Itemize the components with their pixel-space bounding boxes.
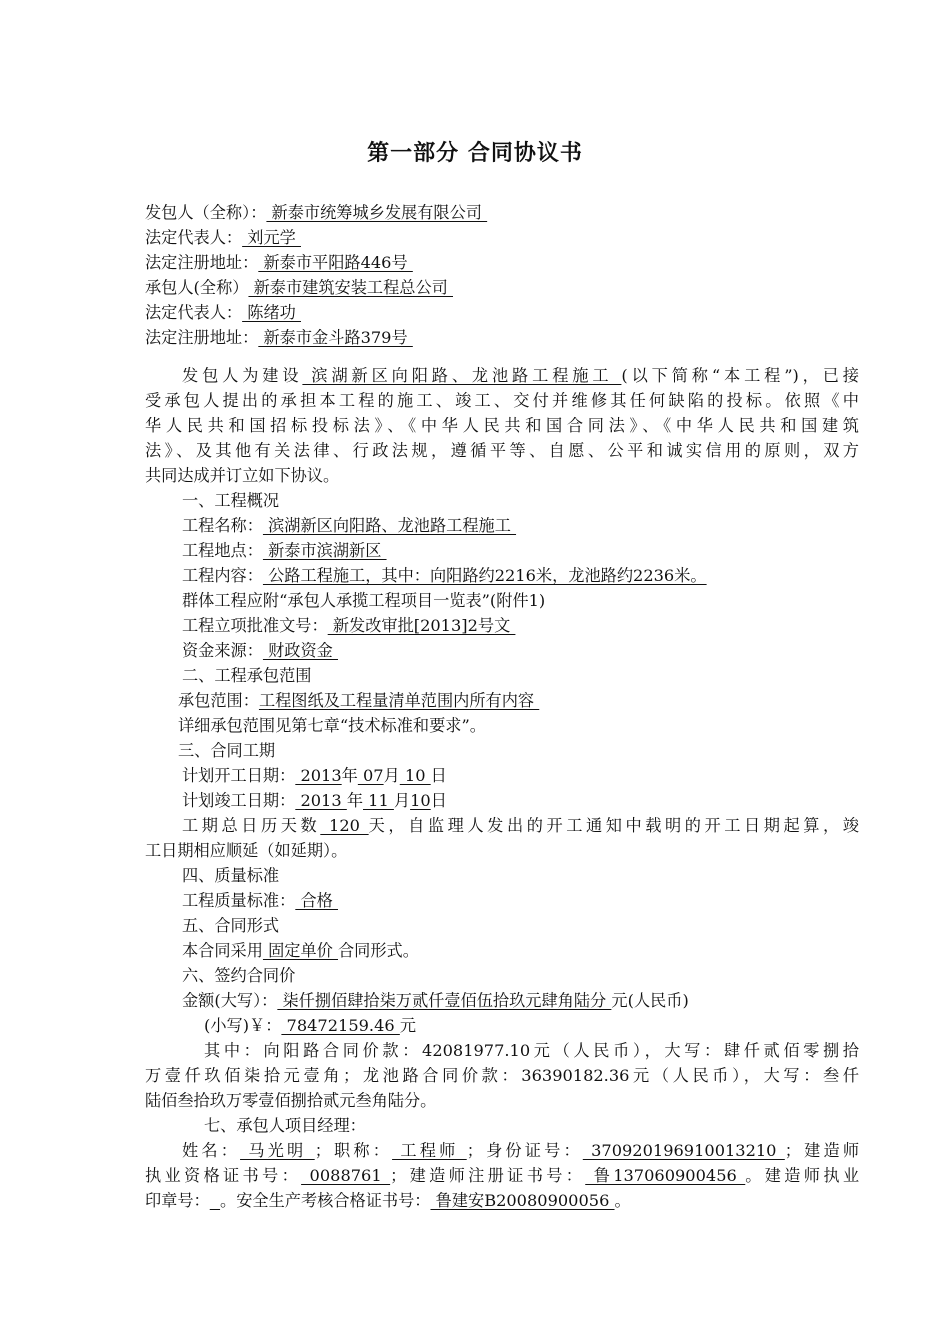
price-detail-3: 陆佰叁拾玖万零壹佰捌拾贰元叁角陆分。 <box>145 1091 437 1110</box>
manager-line-2 <box>145 1164 859 1188</box>
project-location-line <box>182 539 387 563</box>
project-content: 公路工程施工，其中：向阳路约2216米，龙池路约2236米。 <box>262 566 707 585</box>
section-6-heading: 六、签约合同价 <box>182 966 296 985</box>
duration-text: 天，自监理人发出的开工通知中载明的开工日期起算，竣 <box>368 816 859 835</box>
contractor-label: 承包人(全称） <box>145 278 249 297</box>
section-3-heading: 三、合同工期 <box>178 741 276 760</box>
safety-number: 鲁建安B20080900056 <box>430 1191 615 1210</box>
intro-text: 发包人为建设 <box>182 366 303 385</box>
seal-number <box>210 1191 220 1210</box>
project-location: 新泰市滨湖新区 <box>262 541 387 560</box>
group-project-note: 群体工程应附“承包人承揽工程项目一览表”(附件1) <box>182 591 546 610</box>
project-name-line <box>182 514 516 538</box>
finish-month: 11 <box>363 791 394 810</box>
contractor-addr: 新泰市金斗路379号 <box>258 328 413 347</box>
amount-unit: 元(人民币) <box>611 991 689 1010</box>
employer-label: 发包人（全称）： <box>145 203 267 222</box>
contract-form-text: 合同形式。 <box>337 941 419 960</box>
manager-text: 。 <box>614 1191 631 1210</box>
duration-days: 120 <box>320 816 369 835</box>
fund-source-label: 资金来源： <box>182 641 263 660</box>
quality-label: 工程质量标准： <box>182 891 296 910</box>
section-4-heading: 四、质量标准 <box>182 866 280 885</box>
day-word: 日 <box>430 766 447 785</box>
price-detail-2: 万壹仟玖佰柒拾元壹角；龙池路合同价款：36390182.36元（人民币），大写：叁仟 <box>145 1066 859 1085</box>
cert-number: 0088761 <box>301 1166 391 1185</box>
approval-line <box>182 614 515 638</box>
manager-title: 工程师 <box>392 1141 467 1160</box>
approval-number: 新发改审批[2013]2号文 <box>327 616 516 635</box>
amount-upper-label: 金额(大写）： <box>182 991 278 1010</box>
manager-title-label: ；职称： <box>314 1141 393 1160</box>
quality-value: 合格 <box>295 891 338 910</box>
finish-day: 10 <box>410 791 431 810</box>
contract-form-value: 固定单价 <box>262 941 338 960</box>
manager-text: 。建造师执业 <box>745 1166 860 1185</box>
duration-line-2: 工日期相应顺延（如延期）。 <box>145 841 348 860</box>
intro-project: 滨湖新区向阳路、龙池路工程施工 <box>302 366 622 385</box>
intro-text: (以下简称“本工程”)，已接 <box>621 366 859 385</box>
approval-label: 工程立项批准文号： <box>182 616 328 635</box>
employer-rep-label: 法定代表人： <box>145 228 243 247</box>
section-2-heading: 二、工程承包范围 <box>182 666 312 685</box>
price-detail-1: 其中：向阳路合同价款：42081977.10元（人民币），大写：肆仟贰佰零捌拾 <box>204 1041 859 1060</box>
employer-addr-label: 法定注册地址： <box>145 253 259 272</box>
contractor-rep-label: 法定代表人： <box>145 303 243 322</box>
section-7-heading: 七、承包人项目经理： <box>204 1116 366 1135</box>
cert-label: 执业资格证书号： <box>145 1166 302 1185</box>
start-month: 07 <box>357 766 384 785</box>
contractor-rep: 陈绪功 <box>242 303 301 322</box>
duration-line-1 <box>145 814 859 838</box>
intro-line-2: 受承包人提出的承担本工程的施工、竣工、交付并维修其任何缺陷的投标。依照《中 <box>145 391 859 410</box>
amount-lower-label: (小写)￥： <box>204 1016 282 1035</box>
manager-name: 马光明 <box>240 1141 315 1160</box>
reg-label: ；建造师注册证书号： <box>390 1166 586 1185</box>
start-day: 10 <box>399 766 431 785</box>
employer-addr-line <box>145 251 413 275</box>
month-word: 月 <box>383 766 400 785</box>
amount-upper: 柒仟捌佰肆拾柒万贰仟壹佰伍拾玖元肆角陆分 <box>277 991 612 1010</box>
amount-lower-line <box>204 1014 416 1038</box>
contractor-line <box>145 276 453 300</box>
manager-line-1 <box>145 1139 859 1163</box>
project-name: 滨湖新区向阳路、龙池路工程施工 <box>262 516 517 535</box>
reg-number: 鲁137060900456 <box>585 1166 746 1185</box>
fund-source-line <box>182 639 338 663</box>
scope-line <box>178 689 539 713</box>
manager-text: ；建造师 <box>784 1141 860 1160</box>
start-date-label: 计划开工日期： <box>182 766 296 785</box>
fund-source: 财政资金 <box>262 641 338 660</box>
contractor-addr-label: 法定注册地址： <box>145 328 259 347</box>
intro-line-4: 法》、及其他有关法律、行政法规，遵循平等、自愿、公平和诚实信用的原则，双方 <box>145 441 859 460</box>
contract-form-text: 本合同采用 <box>182 941 263 960</box>
duration-text: 工期总日历天数 <box>182 816 321 835</box>
scope-label: 承包范围： <box>178 691 259 710</box>
seal-label: 印章号： <box>145 1191 210 1210</box>
intro-line-3: 华人民共和国招标投标法》、《中华人民共和国合同法》、《中华人民共和国建筑 <box>145 416 859 435</box>
manager-name-label: 姓名： <box>182 1141 241 1160</box>
section-5-heading: 五、合同形式 <box>182 916 280 935</box>
project-content-label: 工程内容： <box>182 566 263 585</box>
start-year: 2013 <box>295 766 342 785</box>
contractor-name: 新泰市建筑安装工程总公司 <box>248 278 453 297</box>
project-location-label: 工程地点： <box>182 541 263 560</box>
month-word: 月 <box>393 791 411 810</box>
project-name-label: 工程名称： <box>182 516 263 535</box>
finish-date-line <box>182 789 447 813</box>
amount-lower: 78472159.46 <box>281 1016 400 1035</box>
quality-line <box>182 889 338 913</box>
employer-line <box>145 201 487 225</box>
safety-label: 。安全生产考核合格证书号： <box>220 1191 431 1210</box>
project-content-line <box>182 564 707 588</box>
start-date-line <box>182 764 447 788</box>
contract-form-line <box>182 939 419 963</box>
employer-addr: 新泰市平阳路446号 <box>258 253 413 272</box>
finish-date-label: 计划竣工日期： <box>182 791 296 810</box>
employer-rep: 刘元学 <box>242 228 301 247</box>
scope-detail: 详细承包范围见第七章“技术标准和要求”。 <box>178 716 486 735</box>
manager-id: 370920196910013210 <box>582 1141 785 1160</box>
year-word: 年 <box>346 791 363 810</box>
amount-yuan: 元 <box>399 1016 417 1035</box>
employer-rep-line <box>145 226 301 250</box>
manager-line-3 <box>145 1189 631 1213</box>
contractor-rep-line <box>145 301 301 325</box>
employer-name: 新泰市统筹城乡发展有限公司 <box>266 203 488 222</box>
manager-id-label: ；身份证号： <box>466 1141 583 1160</box>
day-word: 日 <box>430 791 447 810</box>
amount-upper-line <box>182 989 689 1013</box>
contractor-addr-line <box>145 326 413 350</box>
finish-year: 2013 <box>295 791 347 810</box>
section-1-heading: 一、工程概况 <box>182 491 280 510</box>
intro-line-5: 共同达成并订立如下协议。 <box>145 466 340 485</box>
intro-line-1 <box>145 364 859 388</box>
scope-value: 工程图纸及工程量清单范围内所有内容 <box>258 691 540 710</box>
page-title: 第一部分 合同协议书 <box>367 141 583 166</box>
year-word: 年 <box>341 766 358 785</box>
